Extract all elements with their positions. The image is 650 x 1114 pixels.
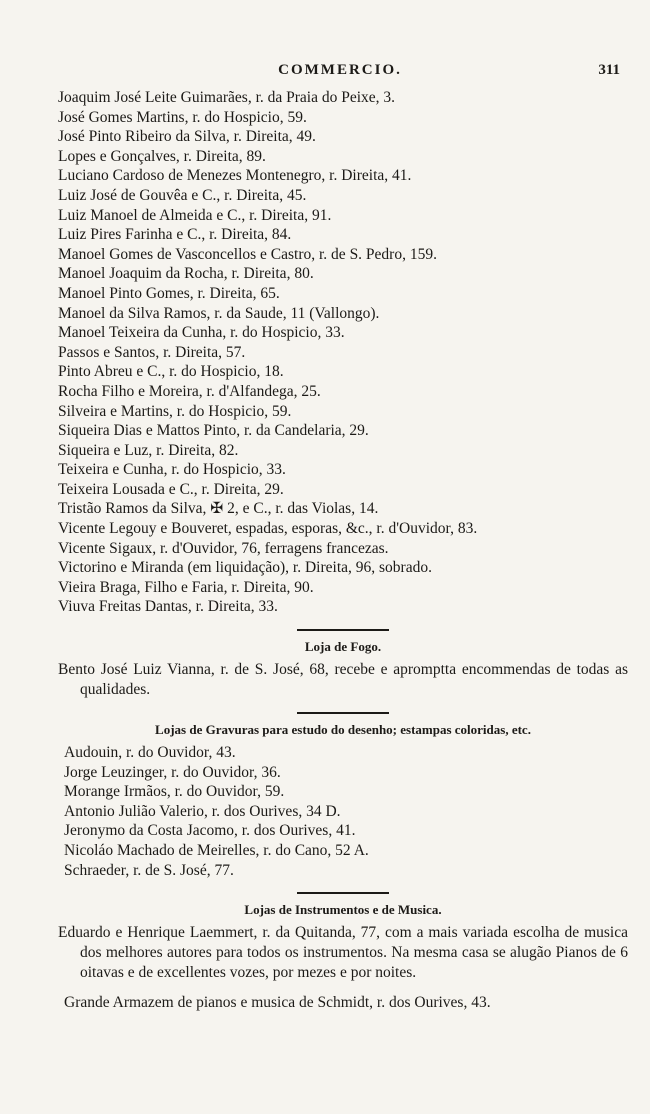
list-item: Lopes e Gonçalves, r. Direita, 89.	[58, 147, 266, 165]
list-item: Tristão Ramos da Silva, ✠ 2, e C., r. das Violas, 14.	[58, 500, 379, 518]
list-item: Vicente Legouy e Bouveret, espadas, esporas, &c., r. d'Ouvidor, 83.	[58, 520, 478, 538]
page-number: 311	[598, 62, 620, 78]
merchant-entries	[58, 88, 628, 617]
list-item: Morange Irmãos, r. do Ouvidor, 59.	[64, 783, 285, 801]
list-item: José Pinto Ribeiro da Silva, r. Direita, 49.	[58, 128, 316, 146]
list-item: Jorge Leuzinger, r. do Ouvidor, 36.	[64, 763, 281, 781]
list-item: Joaquim José Leite Guimarães, r. da Praia do Peixe, 3.	[58, 89, 396, 106]
list-item: Rocha Filho e Moreira, r. d'Alfandega, 25.	[58, 382, 321, 400]
section-divider	[297, 712, 389, 714]
fogo-entry: Bento José Luiz Vianna, r. de S. José, 68, recebe e apromptta encommendas de todas as qualidades.	[58, 661, 628, 699]
list-item: Antonio Julião Valerio, r. dos Ourives, 34 D.	[64, 802, 341, 820]
list-item: Manoel Teixeira da Cunha, r. do Hospicio, 33.	[58, 324, 345, 342]
section-title-fogo: Loja de Fogo.	[304, 639, 382, 655]
list-item: Victorino e Miranda (em liquidação), r. Direita, 96, sobrado.	[58, 559, 432, 577]
list-item: Nicoláo Machado de Meirelles, r. do Cano, 52 A.	[64, 842, 369, 859]
list-item: Teixeira e Cunha, r. do Hospicio, 33.	[58, 461, 286, 479]
musica-entry-last: Grande Armazem de pianos e musica de Schmidt, r. dos Ourives, 43.	[64, 994, 491, 1012]
page-header	[60, 62, 620, 84]
list-item: Luiz Manoel de Almeida e C., r. Direita, 91.	[58, 206, 332, 224]
list-item: Luciano Cardoso de Menezes Montenegro, r. Direita, 41.	[58, 167, 412, 185]
list-item: Siqueira e Luz, r. Direita, 82.	[58, 441, 239, 459]
list-item: Schraeder, r. de S. José, 77.	[64, 861, 234, 879]
section-title-gravuras: Lojas de Gravuras para estudo do desenho; estampas coloridas, etc.	[155, 722, 531, 738]
list-item: Vicente Sigaux, r. d'Ouvidor, 76, ferragens francezas.	[58, 539, 389, 557]
list-item: Luiz Pires Farinha e C., r. Direita, 84.	[58, 226, 292, 244]
list-item: Manoel Gomes de Vasconcellos e Castro, r. de S. Pedro, 159.	[58, 245, 437, 263]
list-item: Audouin, r. do Ouvidor, 43.	[64, 744, 236, 762]
list-item: Manoel Pinto Gomes, r. Direita, 65.	[58, 284, 280, 302]
list-item: Luiz José de Gouvêa e C., r. Direita, 45.	[58, 186, 307, 204]
musica-entry: Eduardo e Henrique Laemmert, r. da Quitanda, 77, com a mais variada escolha de musica dos melhores autores para todos os instrumentos. Na mesma casa se alugão Pianos de 6 oitavas e de excellentes vozes, por mezes e por noites.	[58, 924, 628, 982]
directory-listing	[58, 88, 628, 1013]
list-item: Pinto Abreu e C., r. do Hospicio, 18.	[58, 363, 284, 381]
list-item: Manoel da Silva Ramos, r. da Saude, 11 (Vallongo).	[58, 304, 380, 322]
list-item: Viuva Freitas Dantas, r. Direita, 33.	[58, 598, 278, 616]
section-divider	[297, 629, 389, 631]
list-item: Manoel Joaquim da Rocha, r. Direita, 80.	[58, 265, 314, 283]
list-item: Jeronymo da Costa Jacomo, r. dos Ourives, 41.	[64, 822, 356, 840]
gravuras-entries	[58, 743, 628, 880]
list-item: Vieira Braga, Filho e Faria, r. Direita, 90.	[58, 578, 314, 596]
list-item: Teixeira Lousada e C., r. Direita, 29.	[58, 480, 284, 498]
list-item: Passos e Santos, r. Direita, 57.	[58, 343, 246, 361]
list-item: Silveira e Martins, r. do Hospicio, 59.	[58, 402, 292, 420]
section-divider	[297, 892, 389, 894]
list-item: Siqueira Dias e Mattos Pinto, r. da Candelaria, 29.	[58, 422, 369, 440]
list-item: José Gomes Martins, r. do Hospicio, 59.	[58, 108, 307, 126]
running-title: COMMERCIO.	[278, 62, 402, 78]
section-title-musica: Lojas de Instrumentos e de Musica.	[244, 902, 442, 918]
